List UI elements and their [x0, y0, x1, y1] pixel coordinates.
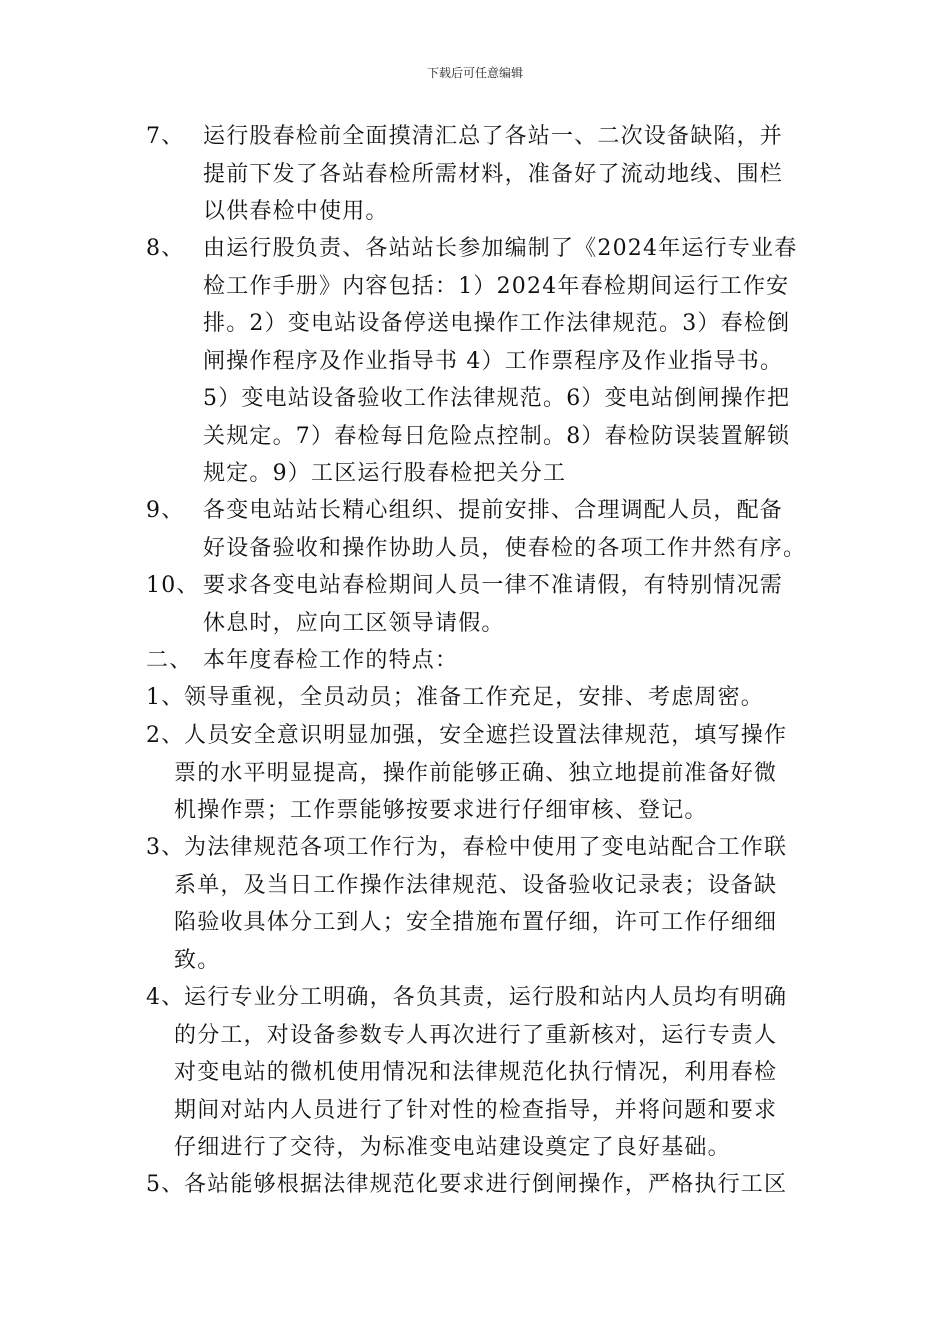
item-text-line: 系单，及当日工作操作法律规范、设备验收记录表；设备缺 — [174, 872, 778, 898]
item-text-line: 各站能够根据法律规范化要求进行倒闸操作，严格执行工区 — [184, 1172, 788, 1197]
item-text-line: 休息时，应向工区领导请假。 — [203, 610, 505, 636]
item-number: 5、 — [146, 1172, 185, 1197]
item-text-line: 5）变电站设备验收工作法律规范。6）变电站倒闸操作把 — [203, 386, 791, 411]
item-text-line: 陷验收具体分工到人；安全措施布置仔细，许可工作仔细细 — [174, 910, 778, 935]
section-number: 二、 — [146, 648, 193, 673]
page-header: 下载后可任意编辑 — [426, 66, 523, 80]
item-number: 9、 — [146, 498, 185, 523]
item-number: 8、 — [146, 236, 185, 261]
item-text-line: 检工作手册》内容包括：1）2024年春检期间运行工作安 — [203, 273, 790, 299]
item-text-line: 领导重视，全员动员；准备工作充足，安排、考虑周密。 — [184, 685, 765, 710]
section-title: 本年度春检工作的特点： — [203, 648, 459, 673]
item-text-line: 期间对站内人员进行了针对性的检查指导，并将问题和要求 — [174, 1097, 778, 1123]
item-text-line: 排。2）变电站设备停送电操作工作法律规范。3）春检倒 — [203, 311, 791, 336]
item-text-line: 致。 — [174, 947, 221, 973]
item-text-line: 仔细进行了交待，为标准变电站建设奠定了良好基础。 — [174, 1135, 731, 1160]
item-number: 2、 — [146, 723, 185, 748]
item-text-line: 规定。9）工区运行股春检把关分工 — [203, 461, 567, 486]
item-text-line: 机操作票；工作票能够按要求进行仔细审核、登记。 — [174, 798, 708, 823]
item-text-line: 要求各变电站春检期间人员一律不准请假，有特别情况需 — [203, 573, 784, 598]
item-text-line: 由运行股负责、各站站长参加编制了《2024年运行专业春 — [203, 236, 798, 261]
item-text-line: 为法律规范各项工作行为，春检中使用了变电站配合工作联 — [184, 835, 788, 860]
item-text-line: 关规定。7）春检每日危险点控制。8）春检防误装置解锁 — [203, 423, 791, 449]
item-text-line: 提前下发了各站春检所需材料，准备好了流动地线、围栏 — [203, 161, 784, 187]
item-text-line: 运行股春检前全面摸清汇总了各站一、二次设备缺陷，并 — [203, 124, 784, 149]
item-text-line: 对变电站的微机使用情况和法律规范化执行情况，利用春检 — [174, 1060, 778, 1085]
item-text-line: 闸操作程序及作业指导书 4）工作票程序及作业指导书。 — [203, 348, 784, 374]
item-text-line: 好设备验收和操作协助人员，使春检的各项工作井然有序。 — [203, 535, 807, 561]
item-number: 7、 — [146, 124, 185, 149]
item-text-line: 运行专业分工明确，各负其责，运行股和站内人员均有明确 — [184, 985, 788, 1010]
item-number: 10、 — [146, 573, 200, 598]
item-text-line: 人员安全意识明显加强，安全遮拦设置法律规范，填写操作 — [184, 723, 788, 748]
item-text-line: 各变电站站长精心组织、提前安排、合理调配人员，配备 — [203, 498, 784, 523]
item-number: 1、 — [146, 685, 185, 710]
item-text-line: 的分工，对设备参数专人再次进行了重新核对，运行专责人 — [174, 1022, 778, 1048]
item-text-line: 以供春检中使用。 — [203, 199, 389, 224]
item-text-line: 票的水平明显提高，操作前能够正确、独立地提前准备好微 — [174, 760, 778, 786]
item-number: 4、 — [146, 985, 185, 1010]
item-number: 3、 — [146, 835, 185, 860]
